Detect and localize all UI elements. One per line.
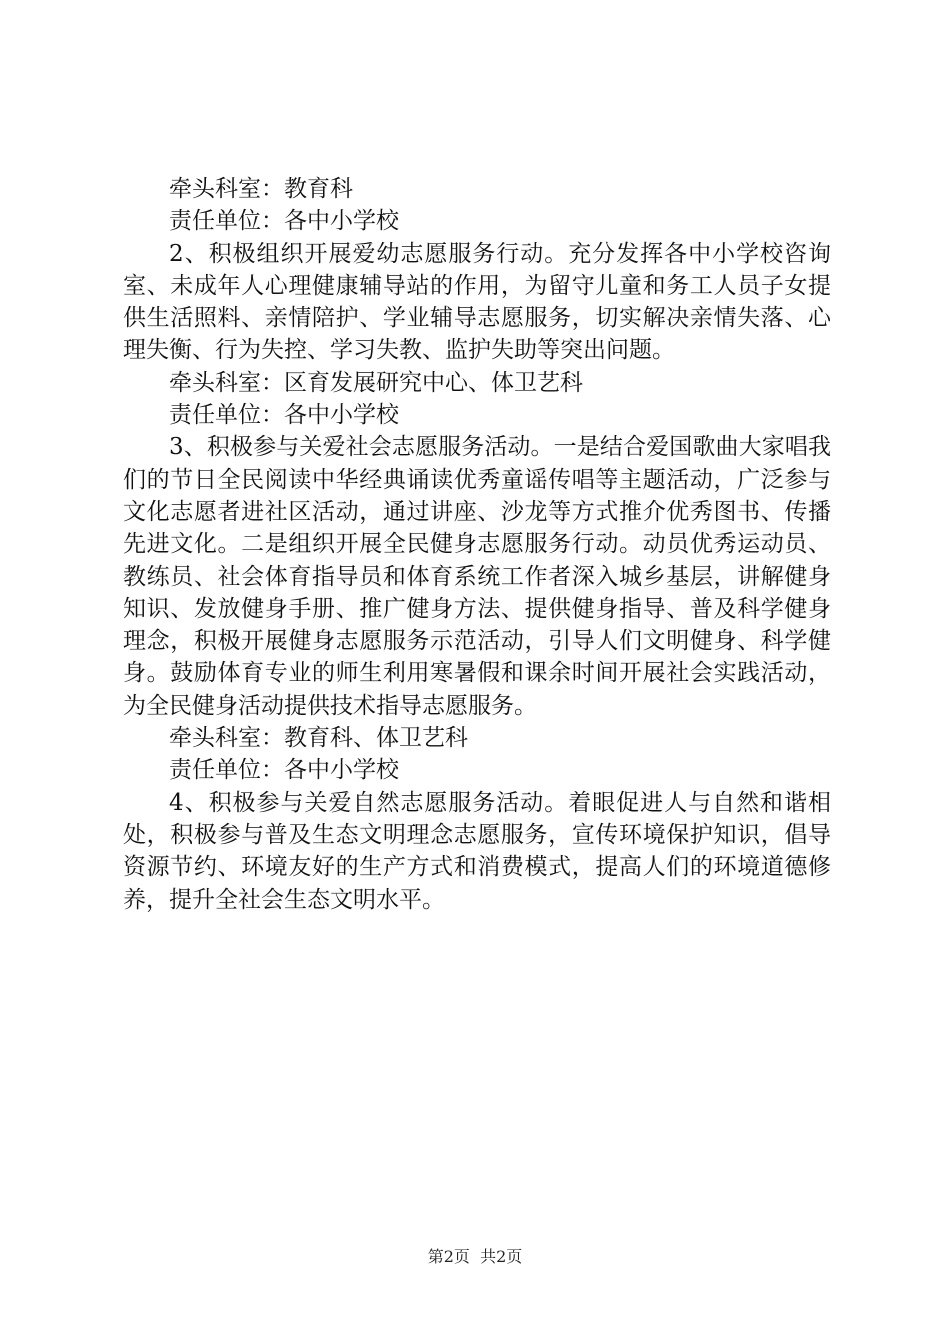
lead-dept-1: 牵头科室：教育科 (169, 176, 353, 202)
lead-dept-2: 牵头科室：区育发展研究中心、体卫艺科 (169, 369, 583, 396)
responsible-unit-2: 责任单位：各中小学校 (169, 402, 399, 429)
item-3-paragraph: 3、积极参与关爱社会志愿服务活动。一是结合爱国歌曲大家唱我们的节日全民阅读中华经典诵读优秀童谣传唱等主题活动，广泛参与文化志愿者进社区活动，通过讲座、沙龙等方式推介优秀图书、传播先进文化。二是组织开展全民健身志愿服务行动。动员优秀运动员、教练员、社会体育指导员和体育系统工作者深入城乡基层，讲解健身知识、发放健身手册、推广健身方法、提供健身指导、普及科学健身理念，积极开展健身志愿服务示范活动，引导人们文明健身、科学健身。鼓励体育专业的师生利用寒暑假和课余时间开展社会实践活动，为全民健身活动提供技术指导志愿服务。 (123, 434, 831, 719)
lead-dept-3: 牵头科室：教育科、体卫艺科 (169, 725, 468, 752)
page-footer: 第2页 共2页 (427, 1247, 523, 1266)
responsible-unit-3: 责任单位：各中小学校 (169, 757, 399, 784)
item-2-paragraph: 2、积极组织开展爱幼志愿服务行动。充分发挥各中小学校咨询室、未成年人心理健康辅导站的作用，为留守儿童和务工人员子女提供生活照料、亲情陪护、学业辅导志愿服务，切实解决亲情失落、心理失衡、行为失控、学习失教、监护失助等突出问题。 (123, 240, 831, 364)
responsible-unit-1: 责任单位：各中小学校 (169, 208, 399, 235)
item-4-paragraph: 4、积极参与关爱自然志愿服务活动。着眼促进人与自然和谐相处，积极参与普及生态文明理念志愿服务，宣传环境保护知识，倡导资源节约、环境友好的生产方式和消费模式，提高人们的环境道德修养，提升全社会生态文明水平。 (123, 789, 831, 913)
document-body (123, 173, 831, 916)
